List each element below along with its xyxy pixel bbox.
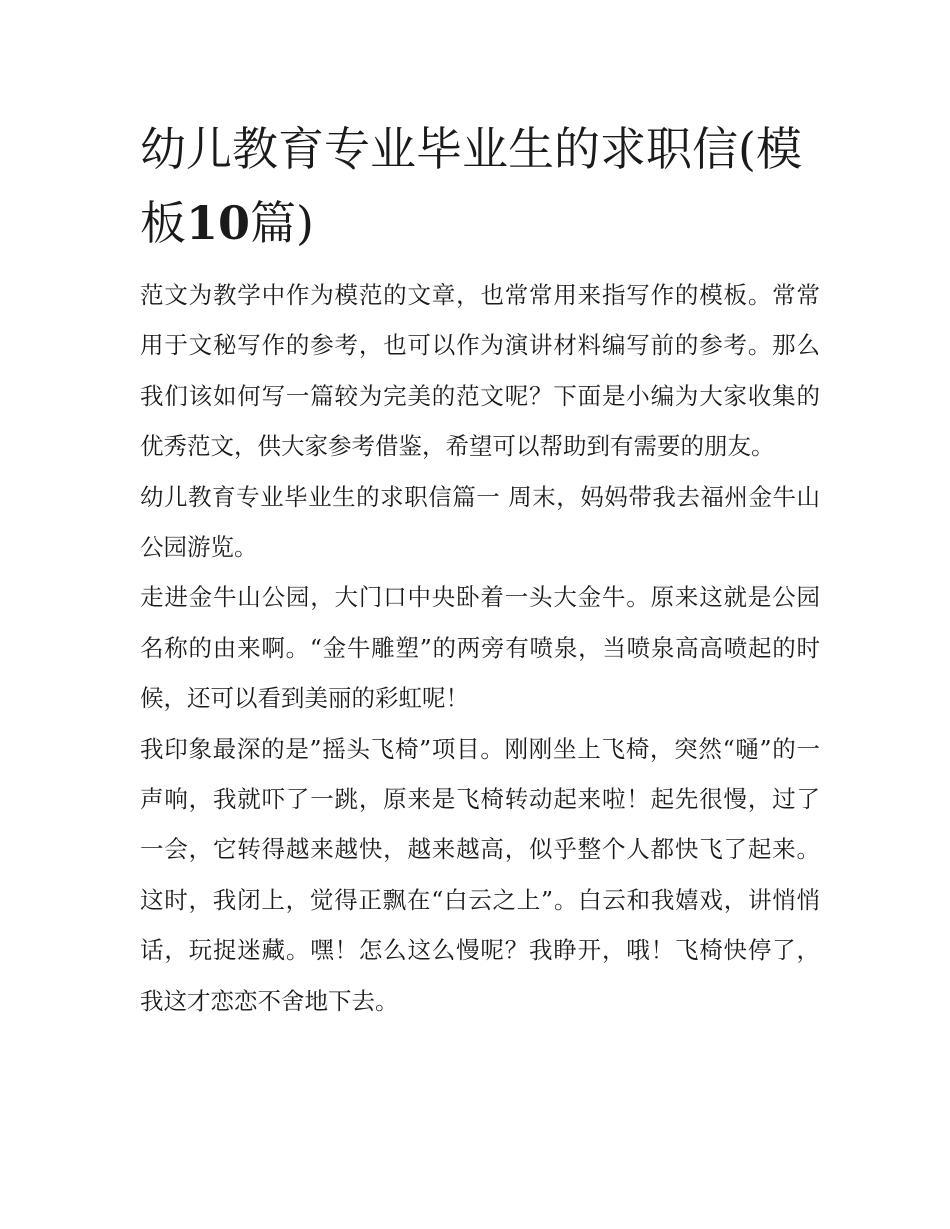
document-body — [140, 112, 820, 1026]
title-suffix: 篇) — [250, 196, 314, 250]
intro-paragraph: 范文为教学中作为模范的文章，也常常用来指写作的模板。常常用于文秘写作的参考，也可以作为演讲材料编写前的参考。那么我们该如何写一篇较为完美的范文呢？下面是小编为大家收集的优秀范文，供大家参考借鉴，希望可以帮助到有需要的朋友。 — [140, 281, 820, 461]
park-entrance-paragraph: 走进金牛山公园，大门口中央卧着一头大金牛。原来这就是公园名称的由来啊。“金牛雕塑”的两旁有喷泉，当喷泉高高喷起的时候，还可以看到美丽的彩虹呢！ — [140, 583, 820, 713]
document-title — [140, 112, 820, 260]
title-number: 10 — [186, 196, 251, 250]
section-one-paragraph: 幼儿教育专业毕业生的求职信篇一 周末，妈妈带我去福州金牛山公园游览。 — [140, 482, 820, 562]
flying-chair-paragraph: 我印象最深的是”摇头飞椅”项目。刚刚坐上飞椅，突然“嗵”的一声响，我就吓了一跳，原来是飞椅转动起来啦！起先很慢，过了一会，它转得越来越快，越来越高，似乎整个人都快飞了起来。这时，我闭上，觉得正飘在“白云之上”。白云和我嬉戏，讲悄悄话，玩捉迷藏。嘿！怎么这么慢呢？我睁开，哦！飞椅快停了，我这才恋恋不舍地下去。 — [140, 734, 820, 1015]
title-text: 幼儿教育专业毕业生的求职信(模板 — [140, 122, 802, 250]
